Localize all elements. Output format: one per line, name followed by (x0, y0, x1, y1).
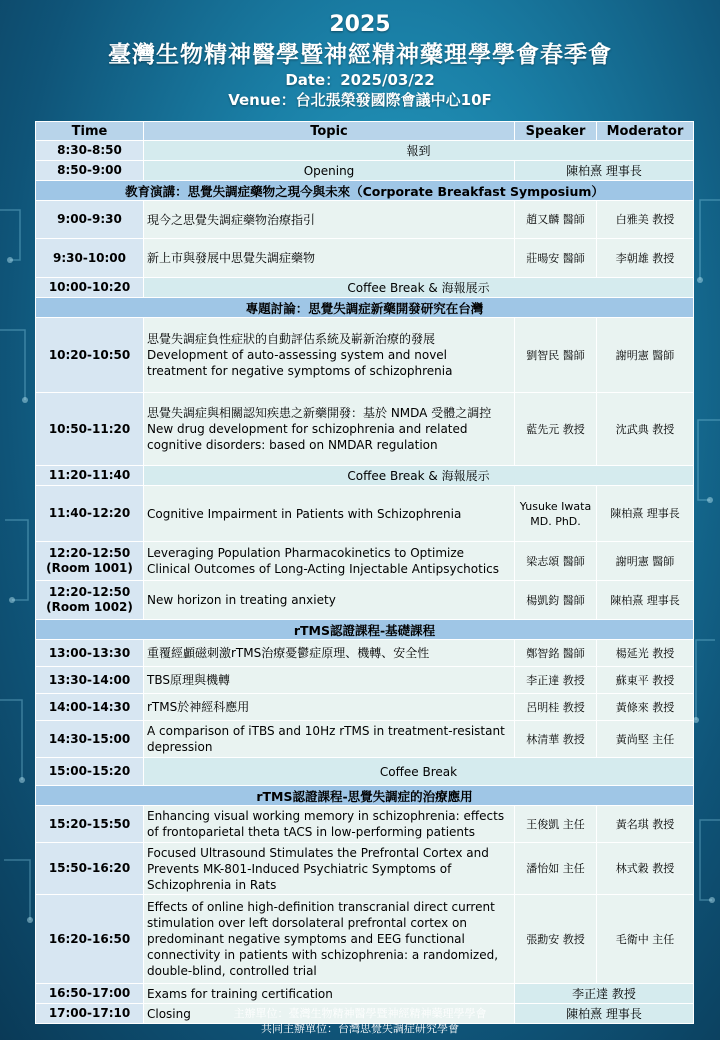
page-footer (0, 1006, 720, 1036)
page-header (0, 10, 720, 110)
time-cell: 13:30-14:00 (36, 667, 144, 694)
table-row (36, 581, 694, 620)
schedule-body (36, 141, 694, 1024)
topic-cell: Enhancing visual working memory in schizophrenia: effects of frontoparietal theta tACS in low-performing patients (144, 806, 515, 843)
time-cell: 16:50-17:00 (36, 984, 144, 1004)
organizer-line: 主辦單位：臺灣生物精神醫學暨神經精神藥理學學會 (233, 1007, 487, 1020)
speaker-cell: 劉智民 醫師 (515, 318, 597, 393)
session-cell: Coffee Break & 海報展示 (144, 466, 694, 486)
section-title: rTMS認證課程-基礎課程 (36, 620, 694, 640)
topic-cell: 重覆經顱磁刺激rTMS治療憂鬱症原理、機轉、安全性 (144, 640, 515, 667)
topic-cell: New horizon in treating anxiety (144, 581, 515, 620)
table-header-row (36, 122, 694, 141)
time-cell: 10:00-10:20 (36, 278, 144, 298)
speaker-cell: 鄭智銘 醫師 (515, 640, 597, 667)
table-row (36, 806, 694, 843)
topic-cell: Effects of online high-definition transcranial direct current stimulation over left dorsolateral prefrontal cortex on predominant negative symptoms and EEG functional connectivity in patients with schizophrenia: a randomized, double-blind, controlled trial (144, 895, 515, 984)
section-header-row (36, 181, 694, 201)
time-cell: 14:30-15:00 (36, 721, 144, 758)
section-title: rTMS認證課程-思覺失調症的治療應用 (36, 786, 694, 806)
session-cell: Coffee Break & 海報展示 (144, 278, 694, 298)
table-row (36, 667, 694, 694)
time-cell: 9:30-10:00 (36, 239, 144, 278)
section-title: 教育演講：思覺失調症藥物之現今與未來（Corporate Breakfast Symposium） (36, 181, 694, 201)
session-cell: 報到 (144, 141, 694, 161)
person-cell: 李正達 教授 (515, 984, 694, 1004)
topic-cell: Exams for training certification (144, 984, 515, 1004)
speaker-cell: 張勳安 教授 (515, 895, 597, 984)
moderator-cell: 陳柏熹 理事長 (597, 581, 694, 620)
moderator-cell: 蘇東平 教授 (597, 667, 694, 694)
time-cell: 16:20-16:50 (36, 895, 144, 984)
time-cell: 9:00-9:30 (36, 201, 144, 239)
section-title: 專題討論：思覺失調症新藥開發研究在台灣 (36, 298, 694, 318)
table-row (36, 843, 694, 895)
moderator-cell: 謝明憲 醫師 (597, 318, 694, 393)
time-cell: 10:20-10:50 (36, 318, 144, 393)
time-cell: 15:00-15:20 (36, 758, 144, 786)
event-year: 2025 (329, 12, 391, 37)
moderator-cell: 黃條來 教授 (597, 694, 694, 721)
moderator-cell: 毛衛中 主任 (597, 895, 694, 984)
moderator-cell: 白雅美 教授 (597, 201, 694, 239)
section-header-row (36, 786, 694, 806)
event-title: 臺灣生物精神醫學暨神經精神藥理學學會春季會 (108, 42, 612, 68)
time-cell: 15:50-16:20 (36, 843, 144, 895)
topic-cell: rTMS於神經科應用 (144, 694, 515, 721)
event-venue: Venue：台北張榮發國際會議中心10F (228, 91, 492, 109)
session-cell: Coffee Break (144, 758, 694, 786)
time-cell: 12:20-12:50 (Room 1001) (36, 542, 144, 581)
column-header-topic: Topic (144, 122, 515, 141)
table-row (36, 318, 694, 393)
moderator-cell: 楊延光 教授 (597, 640, 694, 667)
table-row (36, 694, 694, 721)
table-row (36, 895, 694, 984)
topic-cell: Focused Ultrasound Stimulates the Prefrontal Cortex and Prevents MK-801-Induced Psychiatric Symptoms of Schizophrenia in Rats (144, 843, 515, 895)
schedule-table (35, 121, 694, 1024)
speaker-cell: Yusuke Iwata MD. PhD. (515, 486, 597, 542)
table-row (36, 393, 694, 466)
table-row (36, 161, 694, 181)
time-cell: 15:20-15:50 (36, 806, 144, 843)
table-row (36, 486, 694, 542)
topic-cell: Opening (144, 161, 515, 181)
table-row (36, 201, 694, 239)
person-cell: 陳柏熹 理事長 (515, 161, 694, 181)
topic-cell: 思覺失調症負性症狀的自動評估系統及嶄新治療的發展 Development of auto-assessing system and novel treatment for negative symptoms of schizophrenia (144, 318, 515, 393)
moderator-cell: 林式穀 教授 (597, 843, 694, 895)
time-cell: 13:00-13:30 (36, 640, 144, 667)
table-row (36, 141, 694, 161)
speaker-cell: 林清華 教授 (515, 721, 597, 758)
speaker-cell: 潘怡如 主任 (515, 843, 597, 895)
topic-cell: 新上市與發展中思覺失調症藥物 (144, 239, 515, 278)
moderator-cell: 陳柏熹 理事長 (597, 486, 694, 542)
table-row (36, 640, 694, 667)
speaker-cell: 趙又麟 醫師 (515, 201, 597, 239)
speaker-cell: 李正達 教授 (515, 667, 597, 694)
topic-cell: Cognitive Impairment in Patients with Schizophrenia (144, 486, 515, 542)
time-cell: 14:00-14:30 (36, 694, 144, 721)
time-cell: 11:40-12:20 (36, 486, 144, 542)
moderator-cell: 黃尚堅 主任 (597, 721, 694, 758)
topic-cell: Leveraging Population Pharmacokinetics to Optimize Clinical Outcomes of Long-Acting Injectable Antipsychotics (144, 542, 515, 581)
moderator-cell: 黃名琪 教授 (597, 806, 694, 843)
topic-cell: A comparison of iTBS and 10Hz rTMS in treatment-resistant depression (144, 721, 515, 758)
table-row (36, 239, 694, 278)
table-row (36, 542, 694, 581)
time-cell: 8:30-8:50 (36, 141, 144, 161)
column-header-moderator: Moderator (597, 122, 694, 141)
speaker-cell: 梁志頌 醫師 (515, 542, 597, 581)
time-cell: 10:50-11:20 (36, 393, 144, 466)
moderator-cell: 沈武典 教授 (597, 393, 694, 466)
event-date: Date：2025/03/22 (285, 71, 435, 89)
column-header-speaker: Speaker (515, 122, 597, 141)
speaker-cell: 莊暘安 醫師 (515, 239, 597, 278)
table-row (36, 984, 694, 1004)
person-cell: 陳柏熹 理事長 (515, 1004, 694, 1024)
table-row (36, 758, 694, 786)
table-row (36, 278, 694, 298)
speaker-cell: 藍先元 教授 (515, 393, 597, 466)
topic-cell: Closing (144, 1004, 515, 1024)
topic-cell: 現今之思覺失調症藥物治療指引 (144, 201, 515, 239)
section-header-row (36, 620, 694, 640)
topic-cell: 思覺失調症與相關認知疾患之新藥開發：基於 NMDA 受體之調控 New drug development for schizophrenia and related cognitive disorders: based on NMDAR regulation (144, 393, 515, 466)
speaker-cell: 楊凱鈞 醫師 (515, 581, 597, 620)
speaker-cell: 王俊凱 主任 (515, 806, 597, 843)
table-row (36, 466, 694, 486)
moderator-cell: 謝明憲 醫師 (597, 542, 694, 581)
topic-cell: TBS原理與機轉 (144, 667, 515, 694)
time-cell: 11:20-11:40 (36, 466, 144, 486)
speaker-cell: 呂明桂 教授 (515, 694, 597, 721)
co-organizer-line: 共同主辦單位：台灣思覺失調症研究學會 (261, 1022, 459, 1035)
time-cell: 17:00-17:10 (36, 1004, 144, 1024)
moderator-cell: 李朝雄 教授 (597, 239, 694, 278)
table-row (36, 721, 694, 758)
column-header-time: Time (36, 122, 144, 141)
time-cell: 12:20-12:50 (Room 1002) (36, 581, 144, 620)
section-header-row (36, 298, 694, 318)
time-cell: 8:50-9:00 (36, 161, 144, 181)
